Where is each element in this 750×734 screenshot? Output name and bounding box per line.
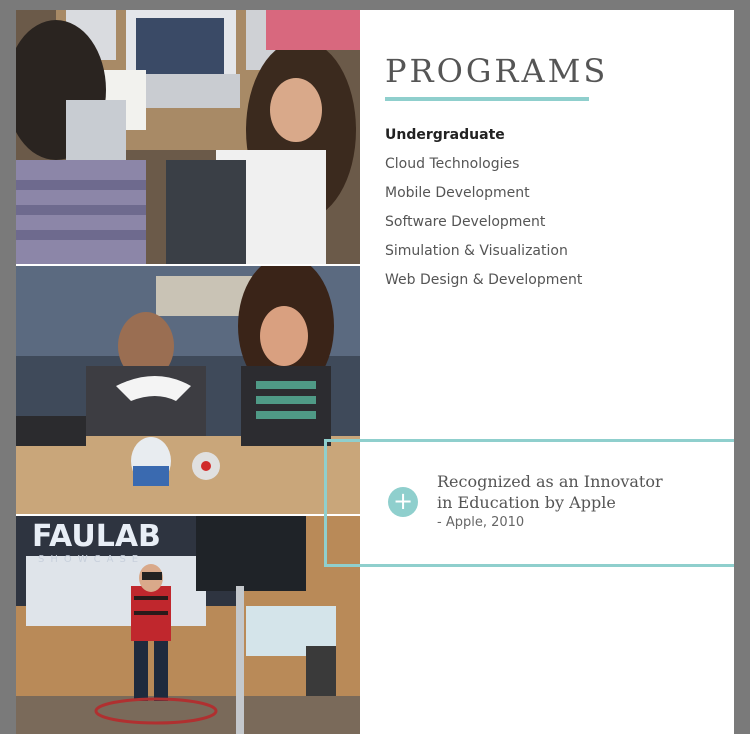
photo-students-laptops <box>16 10 360 264</box>
makerspace-image <box>16 266 360 514</box>
program-item-undergraduate[interactable]: Undergraduate <box>385 127 505 144</box>
brochure-page <box>16 10 734 734</box>
showcase-vr-image <box>16 516 360 734</box>
showcase-sign-text: FAULAB <box>32 519 161 554</box>
heading-underline <box>385 97 589 101</box>
photo-column <box>16 10 360 734</box>
program-item-web-design-development[interactable]: Web Design & Development <box>385 272 583 289</box>
program-item-mobile-development[interactable]: Mobile Development <box>385 185 530 202</box>
programs-section <box>385 54 715 295</box>
photo-showcase-vr <box>16 516 360 734</box>
award-source: - Apple, 2010 <box>437 515 525 530</box>
photo-makerspace <box>16 266 360 514</box>
showcase-sign-subtext: SHOWCASE <box>38 554 145 565</box>
award-quote: Recognized as an Innovator in Education by Apple <box>437 472 663 512</box>
students-laptops-image <box>16 10 360 264</box>
programs-heading: PROGRAMS <box>385 52 609 90</box>
award-callout <box>437 471 727 532</box>
program-item-software-development[interactable]: Software Development <box>385 214 546 231</box>
plus-icon: + <box>388 487 418 517</box>
program-item-cloud-technologies[interactable]: Cloud Technologies <box>385 156 520 173</box>
program-list <box>385 121 715 295</box>
program-item-simulation-visualization[interactable]: Simulation & Visualization <box>385 243 568 260</box>
